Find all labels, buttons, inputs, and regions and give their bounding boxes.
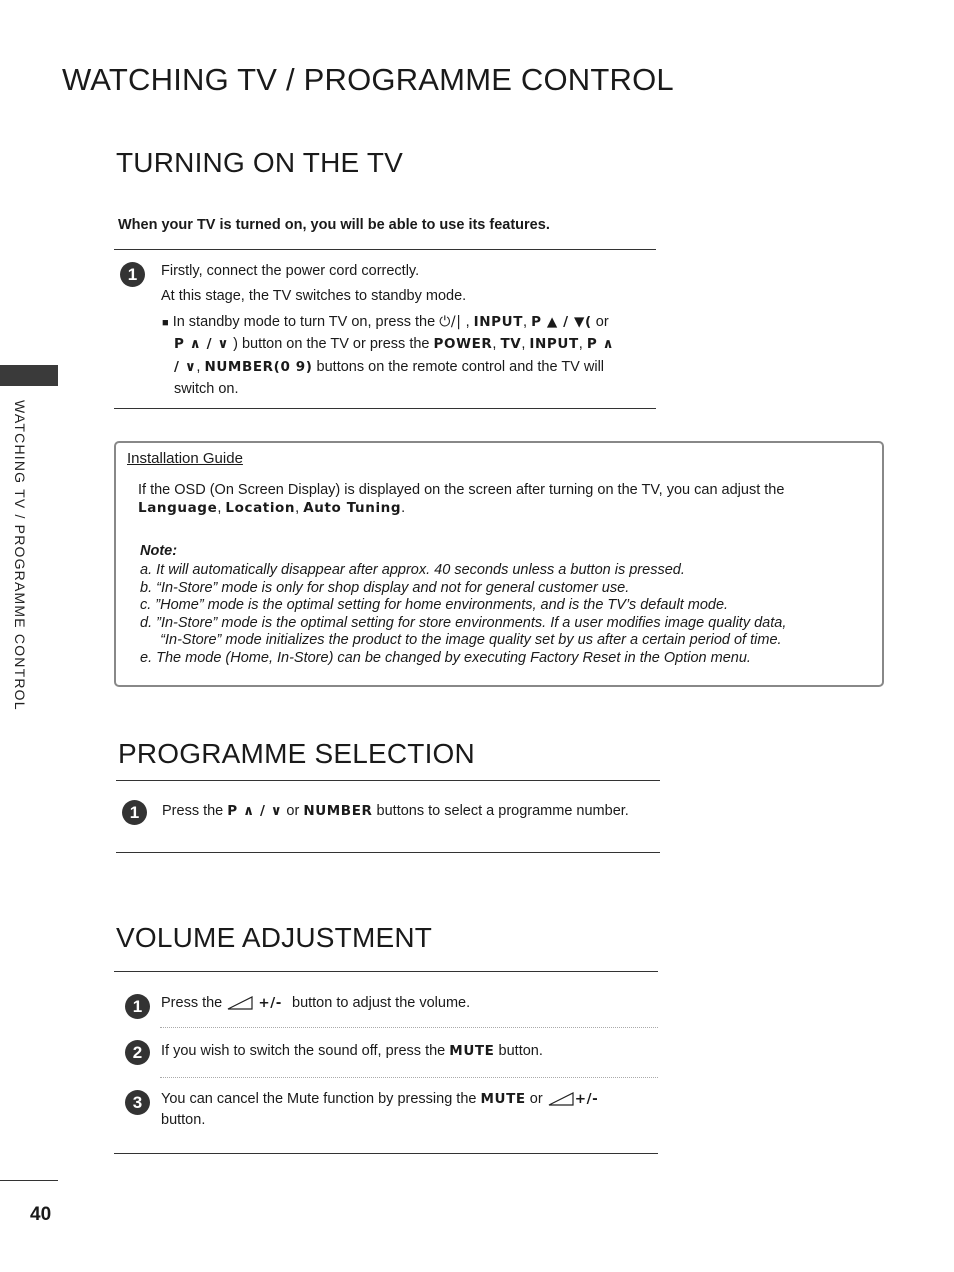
page-number: 40 <box>30 1204 52 1225</box>
note-item: b. “In-Store” mode is only for shop display and not for general customer use. <box>140 579 630 596</box>
key-volume: +/- <box>258 995 282 1011</box>
step-number-badge: 3 <box>125 1090 150 1115</box>
dotted-divider <box>160 1077 658 1078</box>
volume-icon <box>226 995 254 1011</box>
volume-icon <box>547 1091 575 1107</box>
step-number-badge: 2 <box>125 1040 150 1065</box>
text: In standby mode to turn TV on, press the <box>172 314 436 330</box>
divider <box>114 971 658 972</box>
page-title: WATCHING TV / PROGRAMME CONTROL <box>62 62 674 97</box>
text: ) button on the TV or press the <box>233 336 430 352</box>
text: button to adjust the volume. <box>292 995 471 1011</box>
programme-selection-text <box>162 801 629 822</box>
note-item: c. ”Home” mode is the optimal setting for home environments, and is the TV’s default mode. <box>140 597 729 614</box>
key-number: NUMBER(0 9) <box>204 359 313 375</box>
key-language: Language <box>138 500 218 516</box>
note-item: a. It will automatically disappear after approx. 40 seconds unless a button is pressed. <box>140 562 685 578</box>
volume-step-text <box>161 993 470 1014</box>
divider <box>116 852 660 853</box>
text: , <box>492 336 497 352</box>
turning-on-intro: When your TV is turned on, you will be able to use its features. <box>118 217 550 233</box>
standby-instruction-line2 <box>174 334 614 355</box>
installation-guide-keys: Language, Location, Auto Tuning. <box>138 500 406 516</box>
volume-step-text <box>161 1041 543 1062</box>
divider <box>116 780 660 781</box>
text: , <box>578 336 583 352</box>
text: buttons to select a programme number. <box>376 803 629 819</box>
text: button. <box>498 1043 543 1059</box>
text: If you wish to switch the sound off, press the <box>161 1043 446 1059</box>
text: Press the <box>161 995 223 1011</box>
volume-step-text: button. <box>161 1112 206 1128</box>
side-tab-bar <box>0 365 58 386</box>
standby-instruction-line1 <box>162 312 662 334</box>
key-location: Location <box>225 500 296 516</box>
step-number-badge: 1 <box>120 262 145 287</box>
note-item: d. ”In-Store” mode is the optimal setting for store environments. If a user modifies image quality data, <box>140 614 787 631</box>
key-p-up: P ∧ <box>586 336 615 352</box>
text: , <box>521 336 526 352</box>
section-title-volume-adjustment: VOLUME ADJUSTMENT <box>116 922 433 953</box>
key-mute: MUTE <box>480 1091 526 1107</box>
text: or <box>529 1091 543 1107</box>
text: , <box>465 314 470 330</box>
step-number-badge: 1 <box>122 800 147 825</box>
step-text: Firstly, connect the power cord correctly. <box>161 263 420 279</box>
key-input: INPUT <box>529 336 579 352</box>
step-text: At this stage, the TV switches to standby mode. <box>161 288 467 304</box>
note-item: “In-Store” mode initializes the product to the image quality set by us after a certain period of time. <box>140 632 782 649</box>
divider <box>114 1153 658 1154</box>
text: Press the <box>162 803 224 819</box>
key-number: NUMBER <box>303 803 373 819</box>
key-auto-tuning: Auto Tuning <box>303 500 402 516</box>
text: or <box>595 314 609 330</box>
installation-guide-text: If the OSD (On Screen Display) is displayed on the screen after turning on the TV, you can adjust the <box>138 482 785 498</box>
page-number-rule <box>0 1180 58 1181</box>
key-p-down: / ∨ <box>174 359 197 375</box>
key-mute: MUTE <box>449 1043 495 1059</box>
power-symbol-icon: ⏻/| <box>439 314 462 330</box>
key-p-arrows: P ∧ / ∨ <box>227 803 283 819</box>
side-section-label: WATCHING TV / PROGRAMME CONTROL <box>12 400 28 711</box>
key-power: POWER <box>433 336 493 352</box>
note-item: e. The mode (Home, In-Store) can be changed by executing Factory Reset in the Option menu. <box>140 649 751 666</box>
section-title-programme-selection: PROGRAMME SELECTION <box>118 738 475 769</box>
dotted-divider <box>160 1027 658 1028</box>
text: , <box>196 359 201 375</box>
text: You can cancel the Mute function by pressing the <box>161 1091 477 1107</box>
divider <box>114 249 656 250</box>
step-number-badge: 1 <box>125 994 150 1019</box>
text: , <box>295 500 300 516</box>
section-title-turning-on: TURNING ON THE TV <box>116 147 404 178</box>
text: , <box>523 314 528 330</box>
key-volume: +/- <box>574 1091 599 1107</box>
key-input: INPUT <box>473 314 524 330</box>
text: , <box>217 500 222 516</box>
text: buttons on the remote control and the TV will <box>316 359 605 375</box>
key-tv: TV <box>500 336 522 352</box>
note-title: Note: <box>140 543 178 559</box>
standby-instruction-line3 <box>174 357 604 378</box>
key-p-arrows: P ∧ / ∨ <box>174 336 230 352</box>
divider <box>114 408 656 409</box>
note-list <box>140 562 786 668</box>
volume-step-text <box>161 1089 598 1110</box>
installation-guide-title: Installation Guide <box>127 450 243 467</box>
bullet: ■ <box>162 317 169 329</box>
key-p-updown: P ▲ / ▼( <box>531 314 592 330</box>
standby-instruction-line4: switch on. <box>174 381 239 397</box>
text: or <box>286 803 300 819</box>
